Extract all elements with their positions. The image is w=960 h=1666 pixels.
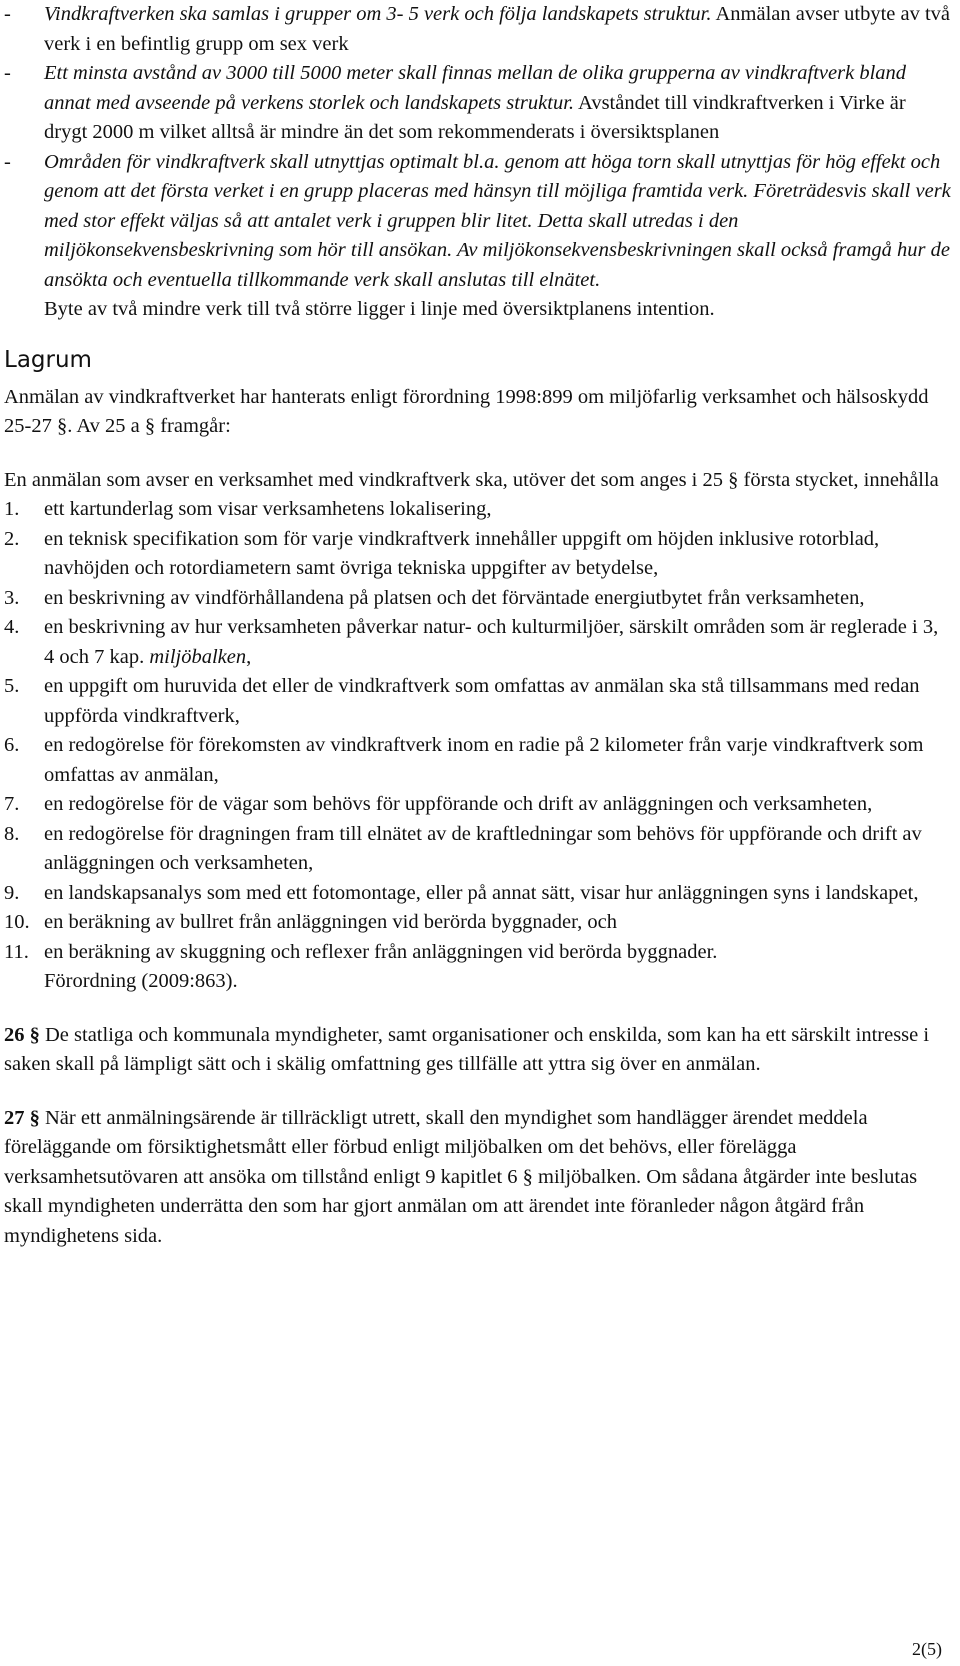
list-item-text: en teknisk specifikation som för varje vindkraftverk innehåller uppgift om höjden inklusive rotorblad, navhöjden och rotordiametern samt övriga tekniska uppgifter av betydelse,: [44, 527, 880, 579]
list-item-text: en landskapsanalys som med ett fotomontage, eller på annat sätt, visar hur anläggningen syns i landskapet,: [44, 881, 919, 904]
dash-item-comment: Avståndet till vindkraftverken i Virke är drygt 2000 m vilket alltså är mindre än det som rekommenderats i översiktsplanen: [44, 91, 906, 143]
list-item-number: 7.: [4, 793, 20, 815]
list-item: [4, 790, 952, 820]
list-item: [4, 495, 952, 525]
intro-conclusion: Byte av två mindre verk till två större ligger i linje med översiktplanens intention.: [44, 298, 715, 320]
dash-item-3: [4, 148, 952, 296]
list-item-text: en beräkning av skuggning och reflexer från anläggningen vid berörda byggnader.: [44, 940, 718, 963]
list-item-text: en beskrivning av hur verksamheten påverkar natur- och kulturmiljöer, särskilt områden som är reglerade i 3, 4 och 7 kap.: [44, 616, 939, 668]
list-item-number: 6.: [4, 734, 20, 756]
list-item: [4, 820, 952, 879]
dash-marker: -: [4, 150, 11, 173]
section-number: 26 §: [4, 1023, 40, 1046]
dash-item-italic-text: Vindkraftverken ska samlas i grupper om 3- 5 verk och följa landskapets struktur.: [44, 3, 712, 25]
dash-marker: -: [4, 62, 11, 84]
list-item-text: en redogörelse för dragningen fram till elnätet av de kraftledningar som behövs för uppförande och drift av anläggningen och verksamheten,: [44, 822, 922, 874]
section-26-paragraph: [4, 1021, 952, 1080]
list-item-number: 9.: [4, 881, 20, 904]
list-item-number: 4.: [4, 616, 20, 638]
lagrum-paragraph-1: Anmälan av vindkraftverket har hanterats enligt förordning 1998:899 om miljöfarlig verksamhet och hälsoskydd 25-27 §. Av 25 a § framgår:: [4, 385, 929, 437]
lagrum-paragraph-2: En anmälan som avser en verksamhet med vindkraftverk ska, utöver det som anges i 25 § första stycket, innehålla: [4, 468, 939, 491]
list-item-number: 10.: [4, 911, 30, 933]
requirements-list: [4, 495, 952, 967]
list-item: [4, 584, 952, 614]
list-item-text: en redogörelse för de vägar som behövs för uppförande och drift av anläggningen och verksamheten,: [44, 793, 873, 815]
list-item-text: en beräkning av bullret från anläggningen vid berörda byggnader, och: [44, 911, 617, 933]
forordning-reference: Förordning (2009:863).: [44, 970, 238, 992]
list-item: [4, 731, 952, 790]
section-27-paragraph: [4, 1104, 952, 1252]
document-page: [4, 0, 952, 1251]
dash-item-comment: Anmälan avser utbyte av två verk i en befintlig grupp om sex verk: [44, 3, 951, 55]
list-item: [4, 938, 952, 968]
list-item-number: 1.: [4, 498, 20, 520]
dash-item-italic-text: Ett minsta avstånd av 3000 till 5000 meter skall finnas mellan de olika grupperna av vindkraftverk bland annat med avseende på verkens storlek och landskapets struktur.: [44, 62, 907, 114]
intro-dash-list: [4, 0, 952, 325]
list-item-number: 3.: [4, 586, 20, 609]
list-item-text: en uppgift om huruvida det eller de vindkraftverk som omfattas av anmälan ska stå tillsammans med redan uppförda vindkraftverk,: [44, 675, 920, 727]
list-item-trailing: ,: [246, 645, 252, 668]
list-item-text: en beskrivning av vindförhållandena på platsen och det förväntade energiutbytet från verksamheten,: [44, 586, 865, 609]
list-item: [4, 613, 952, 672]
list-item: [4, 672, 952, 731]
section-text: De statliga och kommunala myndigheter, samt organisationer och enskilda, som kan ha ett särskilt intresse i saken skall på lämpligt sätt och i skälig omfattning ges tillfälle att yttra sig över en anmälan.: [4, 1023, 930, 1075]
list-item-text: en redogörelse för förekomsten av vindkraftverk inom en radie på 2 kilometer från varje vindkraftverk som omfattas av anmälan,: [44, 734, 924, 786]
page-number: 2(5): [912, 1639, 942, 1659]
list-item: [4, 879, 952, 909]
section-heading-lagrum: Lagrum: [4, 346, 92, 373]
dash-item-italic-text: Områden för vindkraftverk skall utnyttjas optimalt bl.a. genom att höga torn skall utnyttjas för hög effekt och genom att det första verket i en grupp placeras med hänsyn till möjliga framtida verk. Företrädesvis skall verk med stor effekt väljas så att antalet verk i gruppen blir litet. Detta skall utredas i den miljökonsekvensbeskrivning som hör till ansökan. Av miljökonsekvensbeskrivningen skall också framgå hur de ansökta och eventuella tillkommande verk skall anslutas till elnätet.: [44, 150, 951, 291]
list-item-number: 8.: [4, 822, 20, 845]
dash-item-2: [4, 59, 952, 148]
list-item-number: 11.: [4, 940, 29, 963]
list-item: [4, 908, 952, 938]
list-item: [4, 525, 952, 584]
list-item-number: 2.: [4, 527, 20, 550]
list-item-number: 5.: [4, 675, 20, 697]
dash-marker: -: [4, 3, 11, 25]
list-item-text: ett kartunderlag som visar verksamhetens lokalisering,: [44, 498, 492, 520]
section-number: 27 §: [4, 1106, 40, 1129]
section-text: När ett anmälningsärende är tillräckligt utrett, skall den myndighet som handlägger ärendet meddela föreläggande om försiktighetsmått eller förbud enligt miljöbalken om det behövs, eller förelägga verksamhetsutövaren att ansöka om tillstånd enligt 9 kapitlet 6 § miljöbalken. Om sådana åtgärder inte beslutas skall myndigheten underrätta den som har gjort anmälan om att ärendet inte föranleder någon åtgärd från myndighetens sida.: [4, 1106, 918, 1247]
dash-item-1: [4, 0, 952, 59]
list-item-italic-law: miljöbalken: [149, 645, 247, 668]
